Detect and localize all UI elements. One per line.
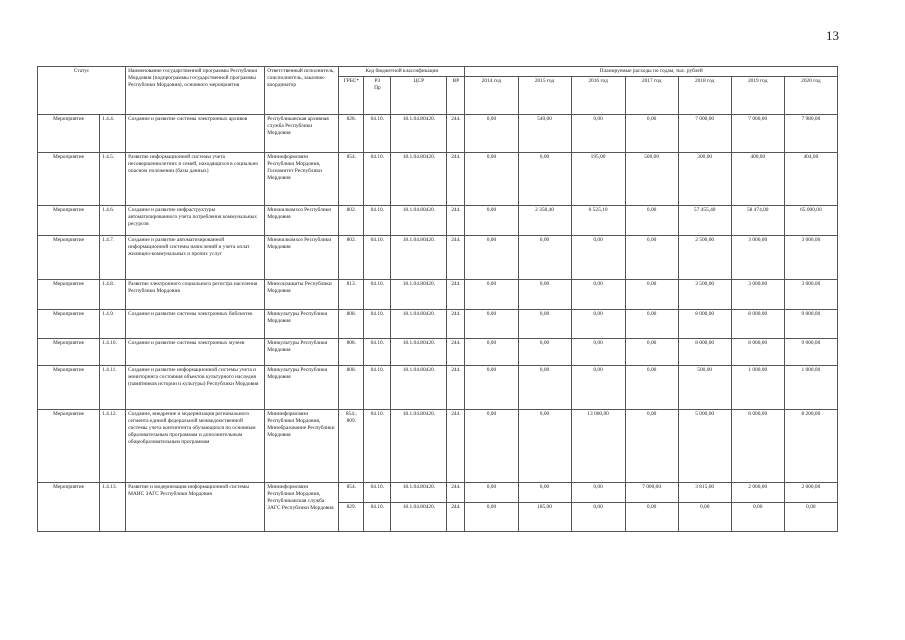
header-year: 2016 год xyxy=(571,77,625,115)
value-cell: 3 815,00 xyxy=(678,483,731,503)
vr-cell: 244. xyxy=(447,339,465,366)
value-cell: 0,00 xyxy=(625,503,678,532)
status-cell: Мероприятие xyxy=(38,483,100,532)
name-cell: Создание и развитие системы электронных архивов xyxy=(126,115,265,153)
status-cell: Мероприятие xyxy=(38,339,100,366)
vr-cell: 244. xyxy=(447,366,465,410)
value-cell: 57 455,40 xyxy=(678,206,731,236)
value-cell: 0,00 xyxy=(518,483,571,503)
name-cell: Развитие информационной системы учета несовершеннолетних и семей, находящихся в социально опасном положении (базы данных) xyxy=(126,153,265,206)
value-cell: 3 000,00 xyxy=(731,280,784,310)
value-cell: 185,00 xyxy=(518,503,571,532)
value-cell: 5 000,00 xyxy=(678,410,731,483)
csr-cell: 18.1.04.80420. xyxy=(391,366,447,410)
grbs-cell: 808. xyxy=(339,366,364,410)
header-expenses: Планируемые расходы по годам, тыс. рублей xyxy=(465,67,838,77)
value-cell: 58 474,00 xyxy=(731,206,784,236)
executor-cell: Минкультуры Республики Мордовия xyxy=(265,366,339,410)
value-cell: 0,00 xyxy=(465,115,518,153)
value-cell: 65 000,00 xyxy=(784,206,837,236)
value-cell: 0,00 xyxy=(571,115,625,153)
executor-cell: Минсоцзащиты Республики Мордовия xyxy=(265,280,339,310)
value-cell: 0,00 xyxy=(571,236,625,280)
csr-cell: 18.1.04.80420. xyxy=(391,410,447,483)
value-cell: 7 980,00 xyxy=(784,115,837,153)
status-cell: Мероприятие xyxy=(38,280,100,310)
grbs-cell: 813. xyxy=(339,280,364,310)
table-row xyxy=(38,280,838,310)
rzpr-cell: 04.10. xyxy=(364,410,391,483)
value-cell: 0,00 xyxy=(465,206,518,236)
csr-cell: 18.1.04.80420. xyxy=(391,339,447,366)
csr-cell: 18.1.04.80420. xyxy=(391,503,447,532)
name-cell: Развитие электронного социального регистра населения Республики Мордовия xyxy=(126,280,265,310)
header-status: Статус xyxy=(38,67,126,115)
number-cell: 1.4.8. xyxy=(100,280,126,310)
value-cell: 0,00 xyxy=(625,280,678,310)
header-year: 2017 год xyxy=(625,77,678,115)
value-cell: 0,00 xyxy=(465,153,518,206)
value-cell: 0,00 xyxy=(625,206,678,236)
vr-cell: 244. xyxy=(447,115,465,153)
value-cell: 8 000,00 xyxy=(731,339,784,366)
value-cell: 0,00 xyxy=(518,153,571,206)
name-cell: Создание и развитие инфраструктуры автоматизированного учета потребления коммунальных ресурсов xyxy=(126,206,265,236)
value-cell: 0,00 xyxy=(571,366,625,410)
value-cell: 9 000,00 xyxy=(784,310,837,339)
vr-cell: 244. xyxy=(447,236,465,280)
value-cell: 1 000,00 xyxy=(731,366,784,410)
value-cell: 2 358,40 xyxy=(518,206,571,236)
table-row xyxy=(38,339,838,366)
value-cell: 3 000,00 xyxy=(731,236,784,280)
value-cell: 0,00 xyxy=(571,483,625,503)
value-cell: 2 000,00 xyxy=(784,483,837,503)
value-cell: 400,00 xyxy=(731,153,784,206)
number-cell: 1.4.9. xyxy=(100,310,126,339)
number-cell: 1.4.6. xyxy=(100,206,126,236)
value-cell: 500,00 xyxy=(678,366,731,410)
rzpr-cell: 04.10. xyxy=(364,310,391,339)
rzpr-cell: 04.10. xyxy=(364,280,391,310)
value-cell: 540,00 xyxy=(518,115,571,153)
value-cell: 0,00 xyxy=(731,503,784,532)
value-cell: 0,00 xyxy=(518,366,571,410)
value-cell: 0,00 xyxy=(465,366,518,410)
executor-cell: Мининформсвязи Республики Мордовия, Минобразование Республики Мордовия xyxy=(265,410,339,483)
name-cell: Создание, внедрение и модернизация регионального сегмента единой федеральной межведомственной системы учета контингента обучающихся по основным образовательным программам и дополнительным общеобразовательным программам xyxy=(126,410,265,483)
csr-cell: 18.1.04.80420. xyxy=(391,280,447,310)
value-cell: 0,00 xyxy=(518,236,571,280)
value-cell: 7 000,00 xyxy=(731,115,784,153)
page-number: 13 xyxy=(826,28,839,43)
value-cell: 0,00 xyxy=(625,236,678,280)
rzpr-cell: 04.10. xyxy=(364,206,391,236)
rzpr-cell: 04.10. xyxy=(364,339,391,366)
value-cell: 8 000,00 xyxy=(678,310,731,339)
executor-cell: Минкультуры Республики Мордовия xyxy=(265,310,339,339)
grbs-cell: 808. xyxy=(339,310,364,339)
number-cell: 1.4.11. xyxy=(100,366,126,410)
number-cell: 1.4.4. xyxy=(100,115,126,153)
value-cell: 0,00 xyxy=(518,339,571,366)
header-csr: ЦСР xyxy=(391,77,447,115)
value-cell: 6 525,10 xyxy=(571,206,625,236)
value-cell: 0,00 xyxy=(518,410,571,483)
value-cell: 0,00 xyxy=(625,310,678,339)
number-cell: 1.4.5. xyxy=(100,153,126,206)
header-year: 2014 год xyxy=(465,77,518,115)
vr-cell: 244. xyxy=(447,280,465,310)
executor-cell: Минжилкомхоз Республики Мордовия xyxy=(265,206,339,236)
executor-cell: Республиканская архивная служба Республики Мордовия xyxy=(265,115,339,153)
vr-cell: 244. xyxy=(447,153,465,206)
status-cell: Мероприятие xyxy=(38,153,100,206)
header-year: 2020 год xyxy=(784,77,837,115)
grbs-cell: 808. xyxy=(339,339,364,366)
table-row xyxy=(38,483,838,503)
header-program-name: Наименование государственной программы Республики Мордовия (подпрограммы государственной программы Республики Мордовия), основного мероприятия xyxy=(126,67,265,115)
value-cell: 0,00 xyxy=(625,115,678,153)
executor-cell: Минкультуры Республики Мордовия xyxy=(265,339,339,366)
value-cell: 3 000,00 xyxy=(784,236,837,280)
table-row xyxy=(38,366,838,410)
value-cell: 0,00 xyxy=(465,310,518,339)
value-cell: 0,00 xyxy=(571,310,625,339)
grbs-cell: 828. xyxy=(339,115,364,153)
expenses-table xyxy=(37,66,838,532)
rzpr-cell: 04.10. xyxy=(364,153,391,206)
name-cell: Развитие и модернизация информационной системы МАИС ЗАГС Республики Мордовия xyxy=(126,483,265,532)
executor-cell: Минжилкомхоз Республики Мордовия xyxy=(265,236,339,280)
rzpr-cell: 04.10. xyxy=(364,366,391,410)
value-cell: 0,00 xyxy=(625,339,678,366)
value-cell: 2 000,00 xyxy=(731,483,784,503)
table-row xyxy=(38,153,838,206)
value-cell: 0,00 xyxy=(465,483,518,503)
value-cell: 7 000,00 xyxy=(625,483,678,503)
header-year: 2019 год xyxy=(731,77,784,115)
status-cell: Мероприятие xyxy=(38,310,100,339)
header-vr: ВР xyxy=(447,77,465,115)
rzpr-cell: 04.10. xyxy=(364,503,391,532)
status-cell: Мероприятие xyxy=(38,366,100,410)
grbs-cell: 802. xyxy=(339,236,364,280)
value-cell: 0,00 xyxy=(571,280,625,310)
value-cell: 0,00 xyxy=(625,410,678,483)
value-cell: 0,00 xyxy=(571,503,625,532)
header-year: 2018 год xyxy=(678,77,731,115)
value-cell: 0,00 xyxy=(465,410,518,483)
value-cell: 3 500,00 xyxy=(678,280,731,310)
csr-cell: 18.1.04.80420. xyxy=(391,206,447,236)
status-cell: Мероприятие xyxy=(38,410,100,483)
grbs-cell: 854. xyxy=(339,483,364,503)
value-cell: 0,00 xyxy=(571,339,625,366)
rzpr-cell: 04.10. xyxy=(364,115,391,153)
executor-cell: Мининформсвязи Республики Мордовия, Республиканская служба ЗАГС Республики Мордовия xyxy=(265,483,339,532)
rzpr-cell: 04.10. xyxy=(364,483,391,503)
header-rz-pr: РЗ Пр xyxy=(364,77,391,115)
name-cell: Создание и развитие информационной системы учета и мониторинга состояния объектов культурного наследия (памятников истории и культуры) Республики Мордовия xyxy=(126,366,265,410)
value-cell: 0,00 xyxy=(784,503,837,532)
csr-cell: 18.1.04.80420. xyxy=(391,236,447,280)
value-cell: 404,00 xyxy=(784,153,837,206)
grbs-cell: 802. xyxy=(339,206,364,236)
csr-cell: 18.1.04.80420. xyxy=(391,153,447,206)
grbs-cell: 854.; 809. xyxy=(339,410,364,483)
value-cell: 8 000,00 xyxy=(731,410,784,483)
value-cell: 8 000,00 xyxy=(678,339,731,366)
value-cell: 7 000,00 xyxy=(678,115,731,153)
header-grbs: ГРБС* xyxy=(339,77,364,115)
grbs-cell: 829. xyxy=(339,503,364,532)
number-cell: 1.4.13. xyxy=(100,483,126,532)
header-year: 2015 год xyxy=(518,77,571,115)
status-cell: Мероприятие xyxy=(38,115,100,153)
table-row xyxy=(38,310,838,339)
table-row xyxy=(38,206,838,236)
rzpr-cell: 04.10. xyxy=(364,236,391,280)
name-cell: Создание и развитие системы электронных библиотек xyxy=(126,310,265,339)
vr-cell: 244. xyxy=(447,310,465,339)
grbs-cell: 854. xyxy=(339,153,364,206)
value-cell: 195,00 xyxy=(571,153,625,206)
value-cell: 300,00 xyxy=(678,153,731,206)
value-cell: 500,00 xyxy=(625,153,678,206)
value-cell: 8 200,00 xyxy=(784,410,837,483)
vr-cell: 244. xyxy=(447,410,465,483)
header-executor: Ответственный исполнитель, соисполнитель, заказчик-координатор xyxy=(265,67,339,115)
value-cell: 13 000,00 xyxy=(571,410,625,483)
table-row xyxy=(38,236,838,280)
name-cell: Создание и развитие автоматизированной информационной системы начислений и учета оплат жилищно-коммунальных и прочих услуг xyxy=(126,236,265,280)
vr-cell: 244. xyxy=(447,483,465,503)
value-cell: 0,00 xyxy=(465,280,518,310)
value-cell: 0,00 xyxy=(465,503,518,532)
status-cell: Мероприятие xyxy=(38,236,100,280)
csr-cell: 18.1.04.80420. xyxy=(391,483,447,503)
table-row xyxy=(38,115,838,153)
csr-cell: 18.1.04.80420. xyxy=(391,115,447,153)
number-cell: 1.4.12. xyxy=(100,410,126,483)
value-cell: 0,00 xyxy=(678,503,731,532)
vr-cell: 244. xyxy=(447,503,465,532)
header-budget-code: Код бюджетной классификации xyxy=(339,67,465,77)
executor-cell: Мининформсвязи Республики Мордовия, Госкомитет Республики Мордовия xyxy=(265,153,339,206)
status-cell: Мероприятие xyxy=(38,206,100,236)
number-cell: 1.4.10. xyxy=(100,339,126,366)
value-cell: 0,00 xyxy=(465,339,518,366)
value-cell: 0,00 xyxy=(518,310,571,339)
value-cell: 8 000,00 xyxy=(731,310,784,339)
value-cell: 1 000,00 xyxy=(784,366,837,410)
value-cell: 0,00 xyxy=(465,236,518,280)
value-cell: 9 000,00 xyxy=(784,339,837,366)
value-cell: 0,00 xyxy=(518,280,571,310)
value-cell: 3 000,00 xyxy=(784,280,837,310)
number-cell: 1.4.7. xyxy=(100,236,126,280)
name-cell: Создание и развитие системы электронных музеев xyxy=(126,339,265,366)
table-row xyxy=(38,410,838,483)
value-cell: 0,00 xyxy=(625,366,678,410)
csr-cell: 18.1.04.80420. xyxy=(391,310,447,339)
value-cell: 2 500,00 xyxy=(678,236,731,280)
vr-cell: 244. xyxy=(447,206,465,236)
